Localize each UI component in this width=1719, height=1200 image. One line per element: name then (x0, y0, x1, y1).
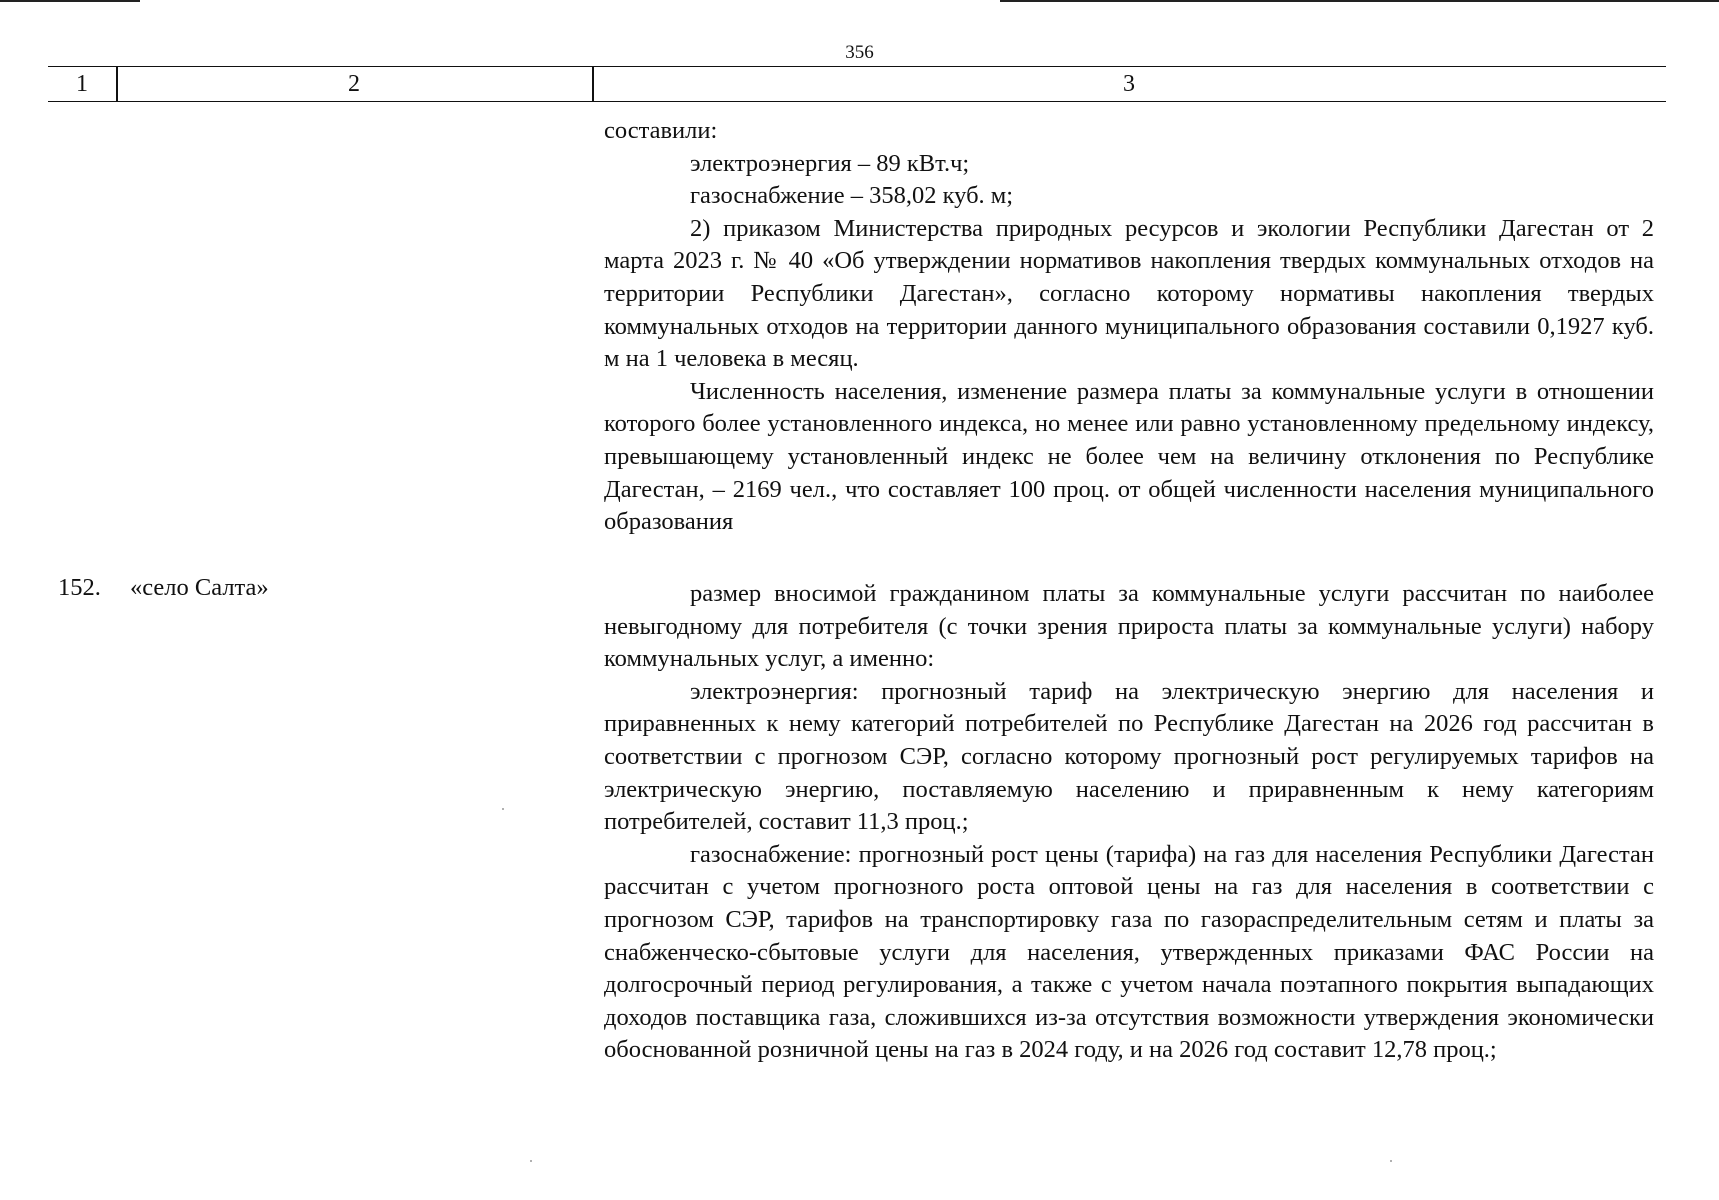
column-header-2: 2 (348, 71, 360, 97)
paragraph: газоснабжение: прогнозный рост цены (тарифа) на газ для населения Республики Дагестан рассчитан с учетом прогнозного роста оптовой цены на газ для населения в соответствии с прогнозом СЭР, тарифов на транспортировку газа по газораспределительным сетям и платы за снабженческо-сбытовые услуги для населения, утвержденных приказами ФАС России на долгосрочный период регулирования, а также с учетом начала поэтапного покрытия выпадающих доходов поставщика газа, сложившихся из-за отсутствия возможности утверждения экономически обоснованной розничной цены на газ в 2024 году, и на 2026 год составит 12,78 проц.; (604, 840, 1654, 1064)
row-description (604, 578, 1654, 1067)
column-header-3: 3 (1123, 71, 1135, 97)
paragraph: газоснабжение – 358,02 куб. м; (690, 182, 1014, 210)
paragraph: 2) приказом Министерства природных ресурсов и экологии Республики Дагестан от 2 марта 2023 г. № 40 «Об утверждении нормативов накопления твердых коммунальных отходов на территории Республики Дагестан», согласно которому нормативы накопления твердых коммунальных отходов на территории данного муниципального образования составили 0,1927 куб. м на 1 человека в месяц. (604, 214, 1654, 373)
scan-speck (530, 1160, 532, 1162)
column-header-1: 1 (76, 71, 88, 97)
page-number: 356 (845, 42, 874, 63)
paragraph: составили: (604, 117, 718, 144)
scan-edge-right (1000, 0, 1719, 2)
paragraph: электроэнергия: прогнозный тариф на электрическую энергию для населения и приравненных к нему категорий потребителей по Республике Дагестан на 2026 год рассчитан в соответствии с прогнозом СЭР, согласно которому прогнозный рост регулируемых тарифов на электрическую энергию, поставляемую населению и приравненным к нему категориям потребителей, составит 11,3 проц.; (604, 677, 1654, 836)
scan-edge-left (0, 0, 140, 2)
continued-text-block (604, 115, 1654, 539)
column-header-row (48, 66, 1666, 102)
municipality-name: «село Салта» (130, 574, 269, 601)
paragraph: электроэнергия – 89 кВт.ч; (690, 149, 970, 177)
scan-speck (1390, 1160, 1392, 1162)
scan-speck (502, 808, 504, 810)
paragraph: размер вносимой гражданином платы за коммунальные услуги рассчитан по наиболее невыгодному для потребителя (с точки зрения прироста платы за коммунальные услуги) набору коммунальных услуг, а именно: (604, 580, 1654, 673)
row-number: 152. (58, 574, 101, 601)
paragraph: Численность населения, изменение размера платы за коммунальные услуги в отношении которого более установленного индекса, но менее или равно установленному предельному индексу, превышающему установленный индекс не более чем на величину отклонения по Республике Дагестан, – 2169 чел., что составляет 100 проц. от общей численности населения муниципального образования (604, 377, 1654, 536)
